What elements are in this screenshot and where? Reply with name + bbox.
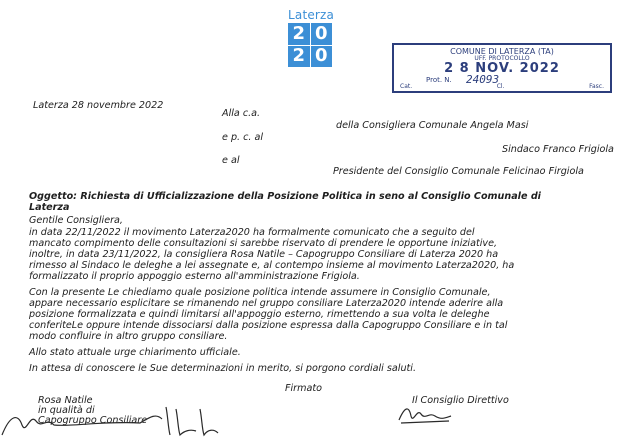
body-line: inoltre, in data 23/11/2022, la consigliera Rosa Natile – Capogruppo Consiliare di Laterza 2020 ha: [29, 249, 499, 260]
subject-line: Oggetto: Richiesta di Ufficializzazione della Posizione Politica in seno al Consiglio Comunale di: [29, 191, 541, 202]
logo-digit: 0: [311, 46, 333, 68]
stamp-fasc: Fasc.: [589, 83, 604, 90]
stamp-cat: Cat.: [400, 83, 413, 90]
handwritten-signature-right: [395, 402, 455, 427]
stamp-footer: [400, 83, 604, 90]
recipient-line: Sindaco Franco Frigiola: [502, 144, 614, 155]
signed-label: Firmato: [285, 383, 322, 394]
place-date: Laterza 28 novembre 2022: [33, 100, 164, 111]
logo-digit: 2: [288, 23, 310, 45]
recipient-line: Presidente del Consiglio Comunale Felicinao Firgiola: [333, 166, 584, 177]
logo-2020: [288, 23, 332, 67]
subject-line: Laterza: [29, 202, 70, 213]
left-signatory-role: in qualità di: [38, 405, 95, 416]
body-line: formalizzato il proprio appoggio esterno all'amministrazione Frigiola.: [29, 271, 360, 282]
body-line: Allo stato attuale urge chiarimento ufficiale.: [29, 347, 241, 358]
salutation: Gentile Consigliera,: [29, 215, 123, 226]
stamp-prot-number: 24093: [466, 73, 500, 86]
stamp-cl: Cl.: [496, 83, 505, 90]
left-signatory: Rosa Natile: [38, 395, 93, 406]
left-signatory-role: Capogruppo Consiliare: [38, 415, 148, 426]
stamp-office: COMUNE DI LATERZA (TA): [450, 47, 554, 56]
recipient-line: Alla c.a.: [222, 108, 261, 119]
body-line: mancato compimento delle consultazioni si sarebbe riservato di prendere le opportune iniziative,: [29, 238, 498, 249]
body-line: rimesso al Sindaco le deleghe a lei assegnate e, al contempo insieme al movimento Laterza2020, ha: [29, 260, 515, 271]
right-signatory: Il Consiglio Direttivo: [412, 395, 509, 406]
handwritten-signature-left: [0, 395, 240, 440]
body-line: in data 22/11/2022 il movimento Laterza2020 ha formalmente comunicato che a seguito del: [29, 227, 475, 238]
protocol-stamp: [392, 43, 612, 93]
recipient-line: e p. c. al: [222, 132, 264, 143]
body-line: conferiteLe oppure intende dissociarsi dalla posizione espressa dalla Capogruppo Consiliare e in tal: [29, 320, 508, 331]
logo-wordmark: Laterza: [288, 8, 335, 22]
logo-digit: 2: [288, 46, 310, 68]
recipient-line: e al: [222, 155, 240, 166]
body-line: In attesa di conoscere le Sue determinazioni in merito, si porgono cordiali saluti.: [29, 363, 417, 374]
stamp-date: 2 8 NOV. 2022: [444, 61, 560, 76]
body-line: posizione formalizzata e quindi limitarsi all'appoggio esterno, rimettendo a sua volta le deleghe: [29, 309, 490, 320]
body-line: Con la presente Le chiediamo quale posizione politica intende assumere in Consiglio Comunale,: [29, 287, 491, 298]
body-line: appare necessario esplicitare se rimanendo nel gruppo consiliare Laterza2020 intende aderire alla: [29, 298, 504, 309]
stamp-prot-label: Prot. N.: [426, 76, 452, 84]
recipient-line: della Consigliera Comunale Angela Masi: [336, 120, 529, 131]
stamp-unit: UFF. PROTOCOLLO: [474, 55, 530, 62]
body-line: modo confluire in altro gruppo consiliare.: [29, 331, 228, 342]
logo-digit: 0: [311, 23, 333, 45]
